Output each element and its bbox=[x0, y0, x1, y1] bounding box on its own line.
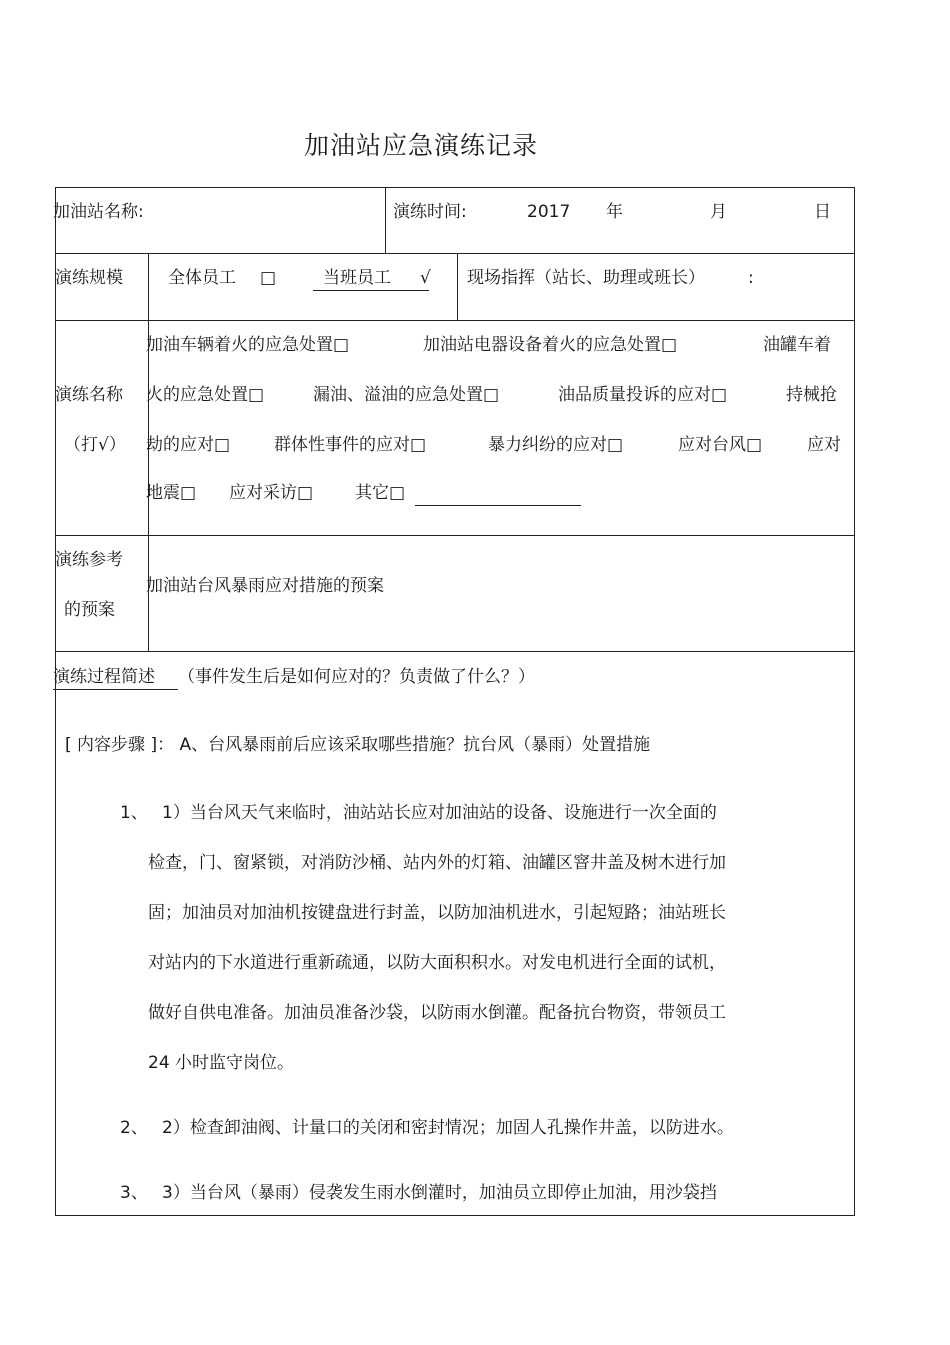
drill-option: 火的应急处置□ bbox=[146, 385, 265, 405]
reference-plan-label: 演练参考 bbox=[55, 550, 123, 570]
drill-year: 2017 bbox=[527, 202, 571, 222]
step-text: 24 小时监守岗位。 bbox=[148, 1053, 295, 1073]
table-border-left bbox=[55, 187, 56, 1216]
drill-option: 应对采访□ bbox=[229, 483, 314, 503]
process-heading: 演练过程简述 bbox=[53, 665, 178, 690]
drill-option: 持械抢 bbox=[786, 385, 837, 405]
drill-name-hint: （打√） bbox=[64, 435, 126, 455]
day-unit: 日 bbox=[814, 202, 831, 222]
station-name-label: 加油站名称: bbox=[53, 202, 144, 222]
page-title: 加油站应急演练记录 bbox=[303, 131, 538, 160]
drill-option: 其它□ bbox=[355, 483, 406, 503]
step-text: 3）当台风（暴雨）侵袭发生雨水倒灌时，加油员立即停止加油，用沙袋挡 bbox=[162, 1183, 717, 1203]
table-border-top bbox=[55, 187, 855, 188]
table-border-bottom bbox=[55, 1215, 855, 1216]
row-divider-2 bbox=[55, 320, 855, 321]
row-divider-1 bbox=[55, 253, 855, 254]
drill-option: 油罐车着 bbox=[763, 335, 831, 355]
table-border-right bbox=[854, 187, 855, 1216]
step-text: 做好自供电准备。加油员准备沙袋，以防雨水倒灌。配备抗台物资，带领员工 bbox=[148, 1003, 726, 1023]
step-text: 对站内的下水道进行重新疏通，以防大面积积水。对发电机进行全面的试机， bbox=[148, 953, 726, 973]
drill-option: 劫的应对□ bbox=[146, 435, 231, 455]
drill-option: 加油车辆着火的应急处置□ bbox=[146, 335, 350, 355]
drill-name-label: 演练名称 bbox=[55, 385, 123, 405]
step-number: 2、 bbox=[120, 1118, 148, 1138]
row-divider-4 bbox=[55, 651, 855, 652]
on-duty-checkmark: √ bbox=[420, 268, 431, 288]
drill-option: 应对 bbox=[807, 435, 841, 455]
year-unit: 年 bbox=[606, 202, 623, 222]
drill-option: 群体性事件的应对□ bbox=[274, 435, 427, 455]
step-number: 1、 bbox=[120, 803, 148, 823]
reference-plan-label-2: 的预案 bbox=[64, 600, 115, 620]
all-staff-option: 全体员工 bbox=[168, 268, 236, 288]
step-text: 1）当台风天气来临时，油站站长应对加油站的设备、设施进行一次全面的 bbox=[162, 803, 717, 823]
site-commander-colon: : bbox=[748, 268, 754, 288]
col-divider-time bbox=[385, 187, 386, 254]
other-fill-line bbox=[415, 505, 581, 506]
process-heading-note: （事件发生后是如何应对的？负责做了什么？） bbox=[178, 667, 535, 687]
drill-option: 应对台风□ bbox=[678, 435, 763, 455]
drill-option: 地震□ bbox=[146, 483, 197, 503]
drill-option: 漏油、溢油的应急处置□ bbox=[313, 385, 500, 405]
drill-scale-label: 演练规模 bbox=[55, 268, 123, 288]
drill-option: 加油站电器设备着火的应急处置□ bbox=[423, 335, 678, 355]
drill-time-label: 演练时间: bbox=[393, 202, 467, 222]
month-unit: 月 bbox=[710, 202, 727, 222]
drill-option: 暴力纠纷的应对□ bbox=[488, 435, 624, 455]
reference-plan-value: 加油站台风暴雨应对措施的预案 bbox=[146, 576, 384, 596]
step-text: 检查，门、窗紧锁，对消防沙桶、站内外的灯箱、油罐区窨井盖及树木进行加 bbox=[148, 853, 726, 873]
col-divider-commander bbox=[457, 253, 458, 320]
step-number: 3、 bbox=[120, 1183, 148, 1203]
row-divider-3 bbox=[55, 535, 855, 536]
on-duty-option: 当班员工 bbox=[313, 266, 429, 291]
steps-intro: [ 内容步骤 ]： A、台风暴雨前后应该采取哪些措施？抗台风（暴雨）处置措施 bbox=[65, 735, 651, 755]
step-text: 2）检查卸油阀、计量口的关闭和密封情况；加固人孔操作井盖，以防进水。 bbox=[162, 1118, 734, 1138]
site-commander-label: 现场指挥（站长、助理或班长） bbox=[467, 268, 705, 288]
drill-option: 油品质量投诉的应对□ bbox=[558, 385, 728, 405]
step-text: 固；加油员对加油机按键盘进行封盖，以防加油机进水，引起短路；油站班长 bbox=[148, 903, 726, 923]
all-staff-checkbox: □ bbox=[260, 268, 277, 288]
